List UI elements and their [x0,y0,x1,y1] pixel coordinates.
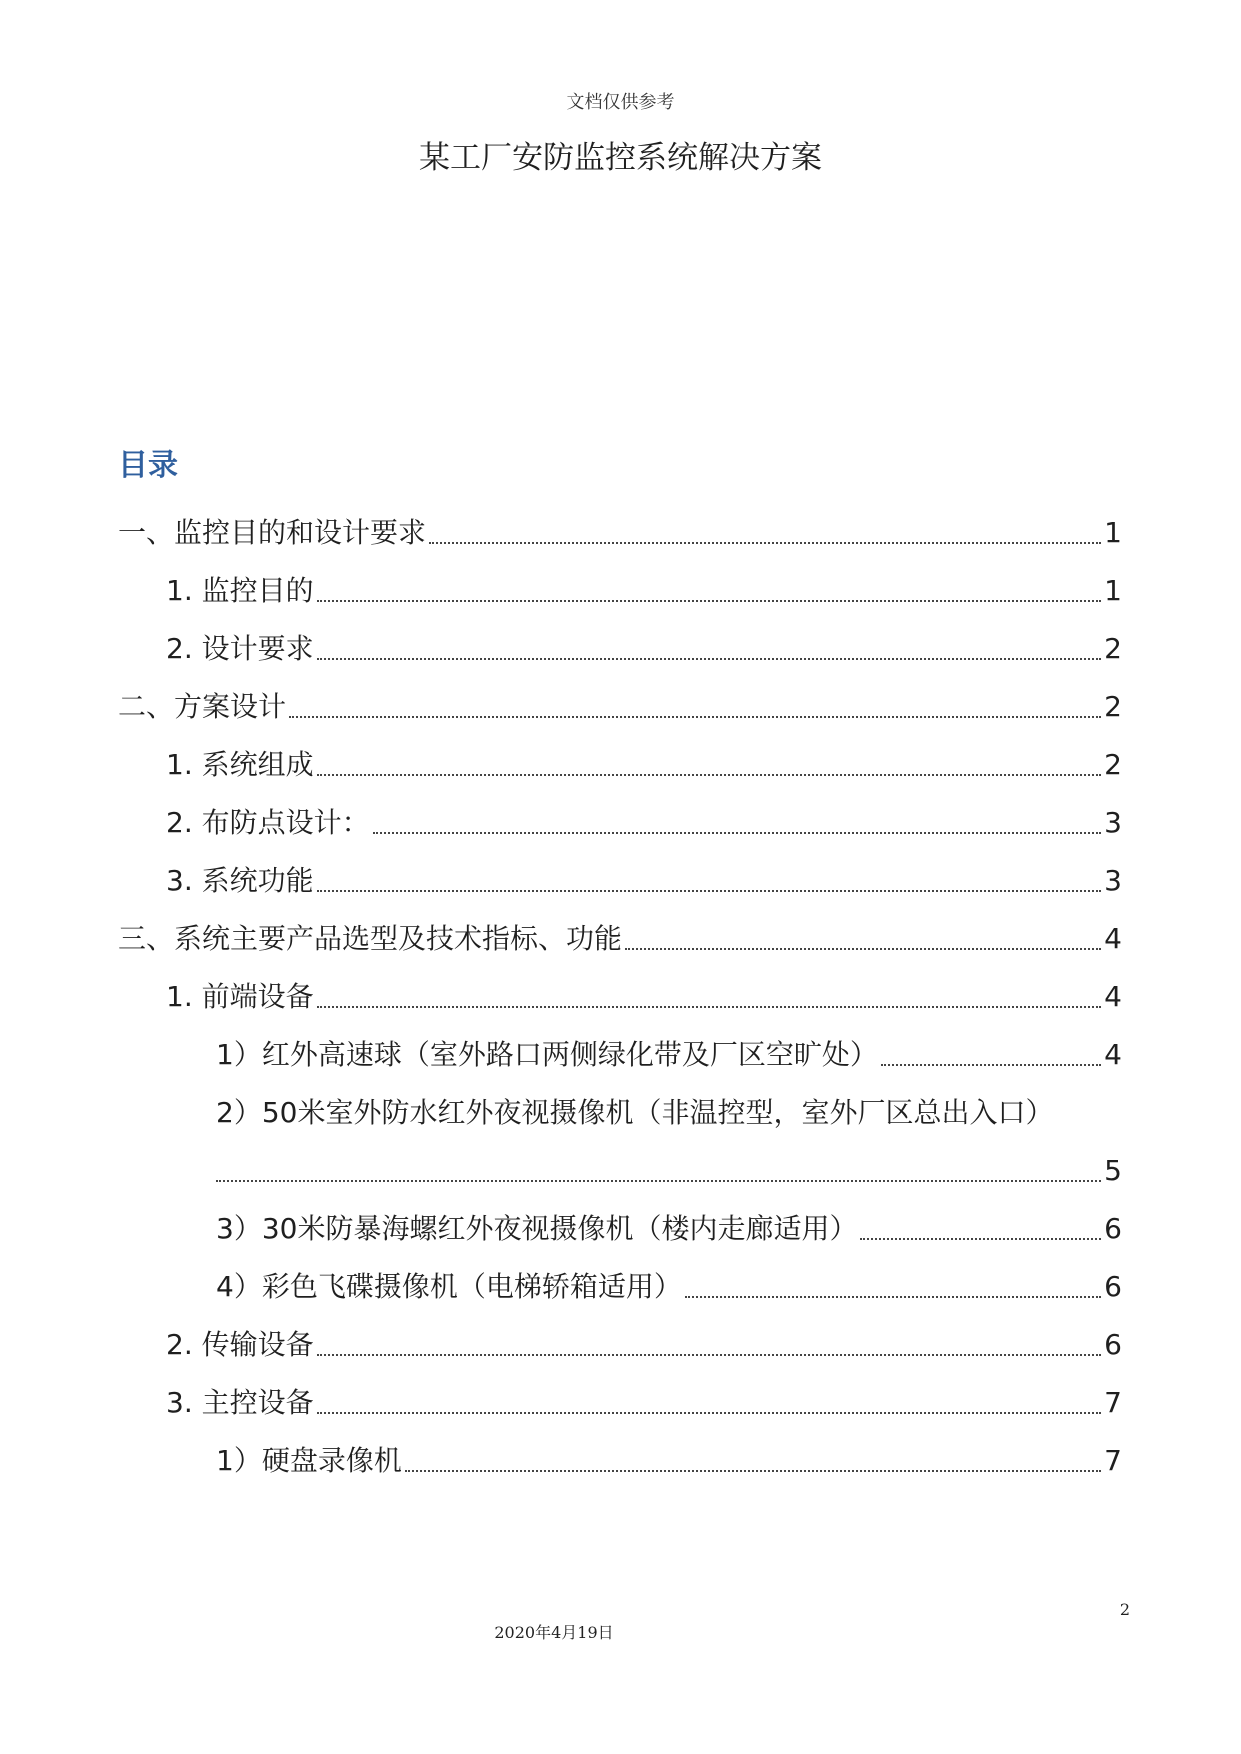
toc-entry-page: 1 [1104,516,1122,549]
toc-heading: 目录 [118,448,178,483]
toc-entry[interactable] [216,1032,1122,1078]
toc-leader-dots [317,600,1102,602]
toc-entry[interactable] [166,742,1122,788]
toc-entry-page: 6 [1104,1270,1122,1303]
toc-entry-page: 4 [1104,980,1122,1013]
toc-entry-label: 1）硬盘录像机 [216,1444,402,1477]
toc-entry-label: 3. 系统功能 [166,864,314,897]
toc-entry-label: 2）50米室外防水红外夜视摄像机（非温控型，室外厂区总出入口） [216,1096,1054,1129]
toc-leader-dots [317,658,1102,660]
toc-entry-label: 1. 监控目的 [166,574,314,607]
toc-entry[interactable] [166,568,1122,614]
toc-entry[interactable] [216,1264,1122,1310]
toc-entry-page: 4 [1104,922,1122,955]
toc-entry[interactable] [166,800,1122,846]
toc-leader-dots [317,1354,1102,1356]
toc-entry-page: 2 [1104,748,1122,781]
toc-entry-label: 1. 前端设备 [166,980,314,1013]
toc-entry-page: 1 [1104,574,1122,607]
footer-date: 2020年4月19日 [494,1623,614,1642]
toc-entry-page: 3 [1104,864,1122,897]
toc-entry-continuation[interactable] [216,1148,1122,1194]
toc-entry-label: 一、监控目的和设计要求 [118,516,427,549]
toc-entry-label: 3. 主控设备 [166,1386,314,1419]
toc-entry[interactable] [118,916,1122,962]
toc-entry-page: 2 [1104,632,1122,665]
page-number: 2 [1119,1600,1130,1619]
toc-entry-page: 6 [1104,1212,1122,1245]
toc-leader-dots [625,948,1101,950]
toc-entry-label: 1）红外高速球（室外路口两侧绿化带及厂区空旷处） [216,1038,878,1071]
toc-entry[interactable] [166,1380,1122,1426]
toc-entry-label: 二、方案设计 [118,690,287,723]
toc-entry-label: 4）彩色飞碟摄像机（电梯轿箱适用） [216,1270,682,1303]
toc-entry-label: 2. 传输设备 [166,1328,314,1361]
toc-leader-dots [317,890,1102,892]
toc-leader-dots [317,774,1102,776]
header-note: 文档仅供参考 [566,92,675,113]
toc-entry-label: 2. 布防点设计： [166,806,370,839]
toc-leader-dots [289,716,1101,718]
document-title: 某工厂安防监控系统解决方案 [419,140,822,176]
toc-entry-page: 4 [1104,1038,1122,1071]
toc-leader-dots [685,1296,1101,1298]
toc-entry-page: 7 [1104,1444,1122,1477]
toc-entry[interactable] [166,858,1122,904]
toc-entry[interactable] [166,974,1122,1020]
toc-entry-label: 1. 系统组成 [166,748,314,781]
toc-entry-page: 5 [1104,1154,1122,1187]
toc-entry-page: 6 [1104,1328,1122,1361]
toc-entry[interactable] [216,1206,1122,1252]
toc-leader-dots [216,1180,1101,1182]
toc-entry[interactable] [216,1090,1122,1136]
toc-leader-dots [317,1412,1102,1414]
toc-entry-page: 3 [1104,806,1122,839]
toc-entry-label: 三、系统主要产品选型及技术指标、功能 [118,922,623,955]
toc-entry-label: 2. 设计要求 [166,632,314,665]
toc-leader-dots [860,1238,1101,1240]
toc-entry[interactable] [118,684,1122,730]
toc-entry[interactable] [118,510,1122,556]
toc-leader-dots [317,1006,1102,1008]
toc-entry-page: 7 [1104,1386,1122,1419]
toc-entry-page: 2 [1104,690,1122,723]
toc-leader-dots [405,1470,1101,1472]
toc-entry-label: 3）30米防暴海螺红外夜视摄像机（楼内走廊适用） [216,1212,858,1245]
toc-entry[interactable] [166,626,1122,672]
toc-leader-dots [429,542,1101,544]
toc-leader-dots [373,832,1102,834]
toc-entry[interactable] [166,1322,1122,1368]
toc-entry[interactable] [216,1438,1122,1484]
toc-leader-dots [881,1064,1101,1066]
